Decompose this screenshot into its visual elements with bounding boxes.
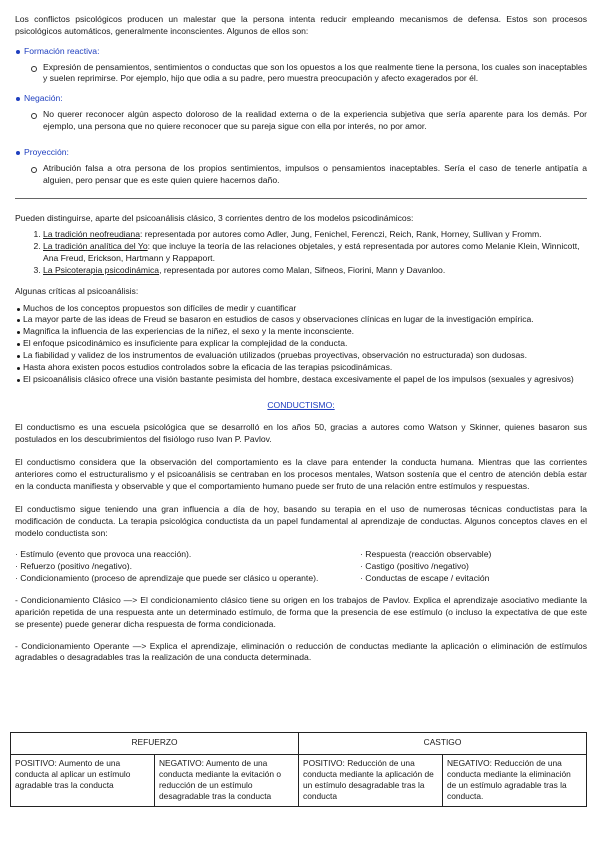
list-item: Muchos de los conceptos propuestos son difíciles de medir y cuantificar: [15, 303, 587, 315]
intro-paragraph: Los conflictos psicológicos producen un malestar que la persona intenta reducir empleando mecanismos de defensa. Estos son procesos psicológicos automáticos, generalmente inconscientes. Algunos de ellos son:: [15, 14, 587, 36]
section-title: CONDUCTISMO:: [267, 399, 335, 410]
concepts: [15, 549, 587, 585]
mechanism-negacion: [15, 93, 587, 133]
circle-bullet-icon: [31, 113, 37, 119]
mechanism-formacion-reactiva: [15, 46, 587, 86]
mechanism-desc: Expresión de pensamientos, sentimientos o conductas que son los opuestos a los que realmente tiene la persona, los cuales son inaceptables y suelen reprimirse. Por ejemplo, hijo que odia a su padre, pero muestra preocupación y afecto exagerados por él.: [43, 61, 587, 84]
conditioning-classic: - Condicionamiento Clásico —> El condicionamiento clásico tiene su origen en los trabajos de Pavlov. Explica el aprendizaje asociativo mediante la aparición repetida de una respuesta ante un determinado estímulo, de forma que la presencia de ese estímulo (o incluso la expectativa de que este se presente) puede generar dicha respuesta de forma condicionada.: [15, 594, 587, 629]
mechanism-title: Formación reactiva:: [24, 45, 100, 56]
table-cell: POSITIVO: Reducción de una conducta mediante la aplicación de un estímulo desagradable tras la conducta: [299, 754, 443, 806]
divider: [15, 198, 587, 199]
bullet-icon: [16, 97, 20, 101]
currents-list: [15, 229, 587, 276]
paragraph: El conductismo sigue teniendo una gran influencia a día de hoy, basando su terapia en el uso de numerosas técnicas conductistas para la modificación de conducta. La terapia psicológica conductista da un papel fundamental al aprendizaje de conductas. Algunos conceptos claves en el modelo conductista son:: [15, 503, 587, 538]
bullet-icon: [16, 50, 20, 54]
circle-bullet-icon: [31, 66, 37, 72]
list-item: Magnifica la influencia de las experiencias de la niñez, el sexo y la mente inconsciente.: [15, 326, 587, 338]
concept-item: · Conductas de escape / evitación: [360, 573, 490, 584]
list-item: 2. La tradición analítica del Yo: que incluye la teoría de las relaciones objetales, y está representada por autores como Melanie Klein, Winnicott, Ana Freud, Erickson, Hartmann y Rappaport.: [43, 241, 587, 265]
mechanism-desc: No querer reconocer algún aspecto doloroso de la realidad externa o de la experiencia subjetiva que sería aparente para los demás. Por ejemplo, una persona que no quiere reconocer que su pareja sigue con ella por interés, no por amor.: [43, 109, 587, 132]
list-item: La mayor parte de las ideas de Freud se basaron en estudios de casos y observaciones clínicas en lugar de la investigación empírica.: [15, 314, 587, 326]
circle-bullet-icon: [31, 167, 37, 173]
concept-item: · Respuesta (reacción observable): [360, 549, 492, 560]
mechanism-desc: Atribución falsa a otra persona de los propios sentimientos, impulsos o pensamientos inaceptables. Sería el caso de tenerle antipatía a alguien, pero pensar que es este quien quiere hacernos daño.: [43, 162, 587, 185]
table-cell: NEGATIVO: Aumento de una conducta mediante la evitación o reducción de un estímulo desagradable tras la conducta: [155, 754, 299, 806]
document-page: [15, 10, 587, 664]
table-cell: NEGATIVO: Reducción de una conducta mediante la eliminación de un estímulo agradable tras la conducta.: [443, 754, 587, 806]
paragraph: El conductismo considera que la observación del comportamiento es la clave para entender la conducta humana. Mientras que las corrientes anteriores como el estructuralismo y el psicoanálisis se centraban en los procesos mentales, Watson sostenía que el centro de atención debía estar en la conducta manifiesta y observable y que el comportamiento humano puede ser fruto de una relación entre estímulos y respuestas.: [15, 457, 587, 491]
table-header-refuerzo: REFUERZO: [11, 733, 299, 755]
list-item: 3. La Psicoterapia psicodinámica, representada por autores como Malan, Sifneos, Fiorini, Mann y Davanloo.: [43, 265, 587, 277]
table-header-castigo: CASTIGO: [299, 733, 587, 755]
list-item: El psicoanálisis clásico ofrece una visión bastante pesimista del hombre, destaca excesivamente el papel de los impulsos (sexuales y agresivos): [15, 374, 587, 386]
concept-item: · Castigo (positivo /negativo): [360, 561, 469, 572]
reinforcement-table: [10, 732, 587, 807]
list-item: La fiabilidad y validez de los instrumentos de evaluación utilizados (pruebas proyectivas, observación no estructurada) son dudosas.: [15, 350, 587, 362]
currents-intro: Pueden distinguirse, aparte del psicoanálisis clásico, 3 corrientes dentro de los modelos psicodinámicos:: [15, 213, 414, 224]
table-cell: POSITIVO: Aumento de una conducta al aplicar un estímulo agradable tras la conducta: [11, 754, 155, 806]
list-item: 1. La tradición neofreudiana: representada por autores como Adler, Jung, Fenichel, Ferenczi, Reich, Rank, Horney, Sullivan y Fromm.: [43, 229, 587, 241]
conditioning-operant: - Condicionamiento Operante —> Explica el aprendizaje, eliminación o reducción de conductas mediante la aplicación o eliminación de estímulos agradables o desagradables tras la realización de una conducta determinada.: [15, 640, 587, 663]
mechanism-proyeccion: [15, 147, 587, 187]
critiques-list: [15, 303, 587, 386]
concept-item: · Estímulo (evento que provoca una reacción).: [15, 549, 192, 560]
list-item: Hasta ahora existen pocos estudios controlados sobre la eficacia de las terapias psicodinámicas.: [15, 362, 587, 374]
bullet-icon: [16, 151, 20, 155]
critiques-title: Algunas críticas al psicoanálisis:: [15, 285, 139, 296]
mechanism-title: Negación:: [24, 93, 63, 104]
concept-item: · Condicionamiento (proceso de aprendizaje que puede ser clásico u operante).: [15, 573, 319, 584]
list-item: El enfoque psicodinámico es insuficiente para explicar la complejidad de la conducta.: [15, 338, 587, 350]
paragraph: El conductismo es una escuela psicológica que se desarrolló en los años 50, gracias a autores como Watson y Skinner, quienes basaron sus postulados en los descubrimientos del fisiólogo ruso Ivan P. Pavlov.: [15, 422, 587, 445]
concept-item: · Refuerzo (positivo /negativo).: [15, 561, 133, 572]
mechanism-title: Proyección:: [24, 146, 69, 157]
